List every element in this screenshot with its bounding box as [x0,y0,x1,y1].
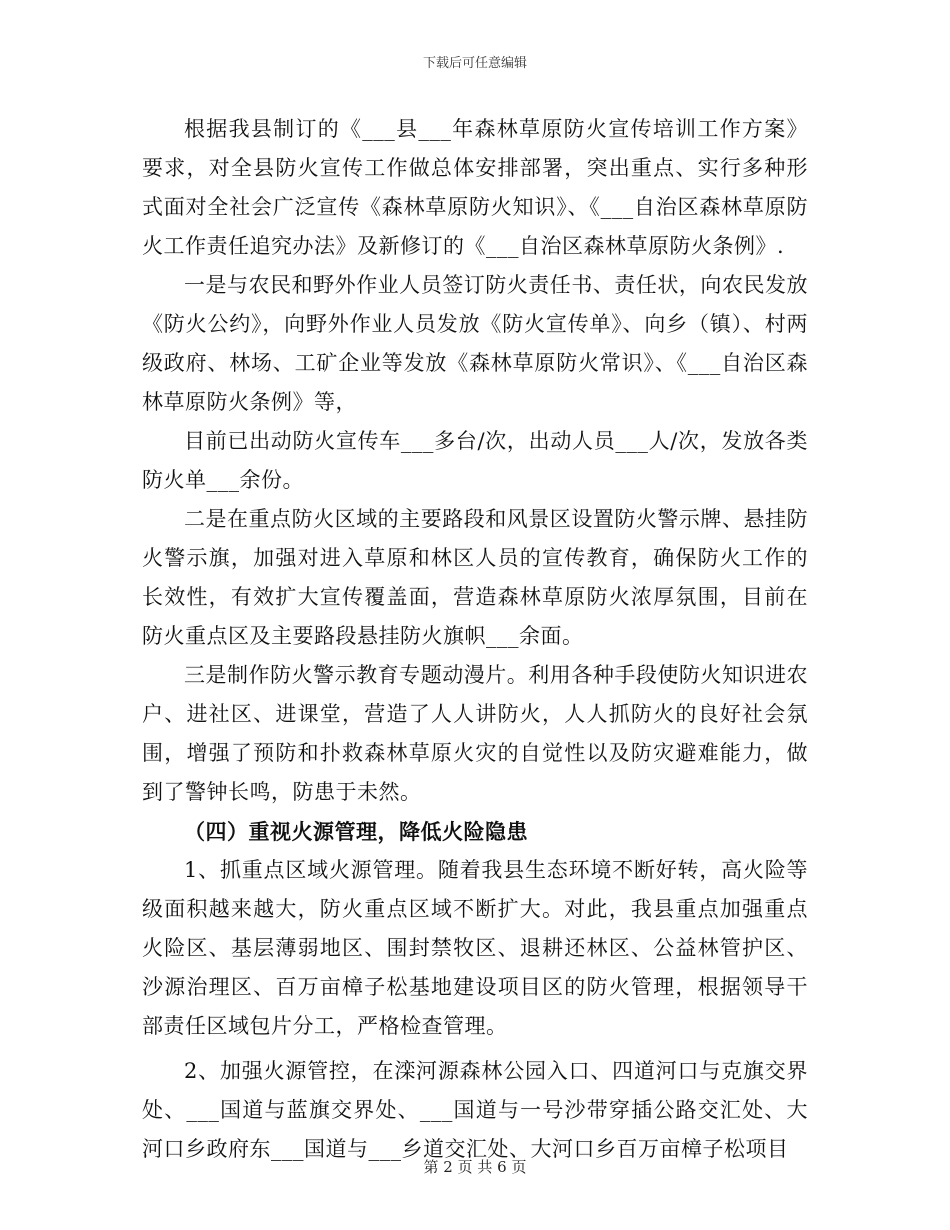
page-footer: 第 2 页 共 6 页 [423,1158,527,1176]
paragraph-item-2: 2、加强火源管控，在滦河源森林公园入口、四道河口与克旗交界处、___国道与蓝旗交界处、___国道与一号沙带穿插公路交汇处、大河口乡政府东___国道与___乡道交汇处、大河口乡百万亩樟子松项目 [142,1059,808,1161]
paragraph-item-1: 1、抓重点区域火源管理。随着我县生态环境不断好转，高火险等级面积越来越大，防火重点区域不断扩大。对此，我县重点加强重点火险区、基层薄弱地区、围封禁牧区、退耕还林区、公益林管护区、沙源治理区、百万亩樟子松基地建设项目区的防火管理，根据领导干部责任区域包片分工，严格检查管理。 [142,858,808,1038]
page-header: 下载后可任意编辑 [422,56,527,71]
paragraph-current-stats: 目前已出动防火宣传车___多台/次，出动人员___人/次，发放各类防火单___余份。 [142,429,808,492]
section-heading: （四）重视火源管理，降低火险隐患 [184,819,528,844]
paragraph-point-two: 二是在重点防火区域的主要路段和风景区设置防火警示牌、悬挂防火警示旗，加强对进入草原和林区人员的宣传教育，确保防火工作的长效性，有效扩大宣传覆盖面，营造森林草原防火浓厚氛围，目前在防火重点区及主要路段悬挂防火旗帜___余面。 [142,507,808,648]
document-body [142,110,808,1169]
paragraph-point-three: 三是制作防火警示教育专题动漫片。利用各种手段使防火知识进农户、进社区、进课堂，营造了人人讲防火，人人抓防火的良好社会氛围，增强了预防和扑救森林草原火灾的自觉性以及防灾避难能力，做到了警钟长鸣，防患于未然。 [142,663,808,804]
paragraph-intro: 根据我县制订的《___县___年森林草原防火宣传培训工作方案》要求，对全县防火宣传工作做总体安排部署，突出重点、实行多种形式面对全社会广泛宣传《森林草原防火知识》、《___自治区森林草原防火工作责任追究办法》及新修订的《___自治区森林草原防火条例》. [142,117,808,258]
paragraph-point-one: 一是与农民和野外作业人员签订防火责任书、责任状，向农民发放《防火公约》，向野外作业人员发放《防火宣传单》、向乡（镇）、村两级政府、林场、工矿企业等发放《森林草原防火常识》、《___自治区森林草原防火条例》等， [142,273,808,414]
